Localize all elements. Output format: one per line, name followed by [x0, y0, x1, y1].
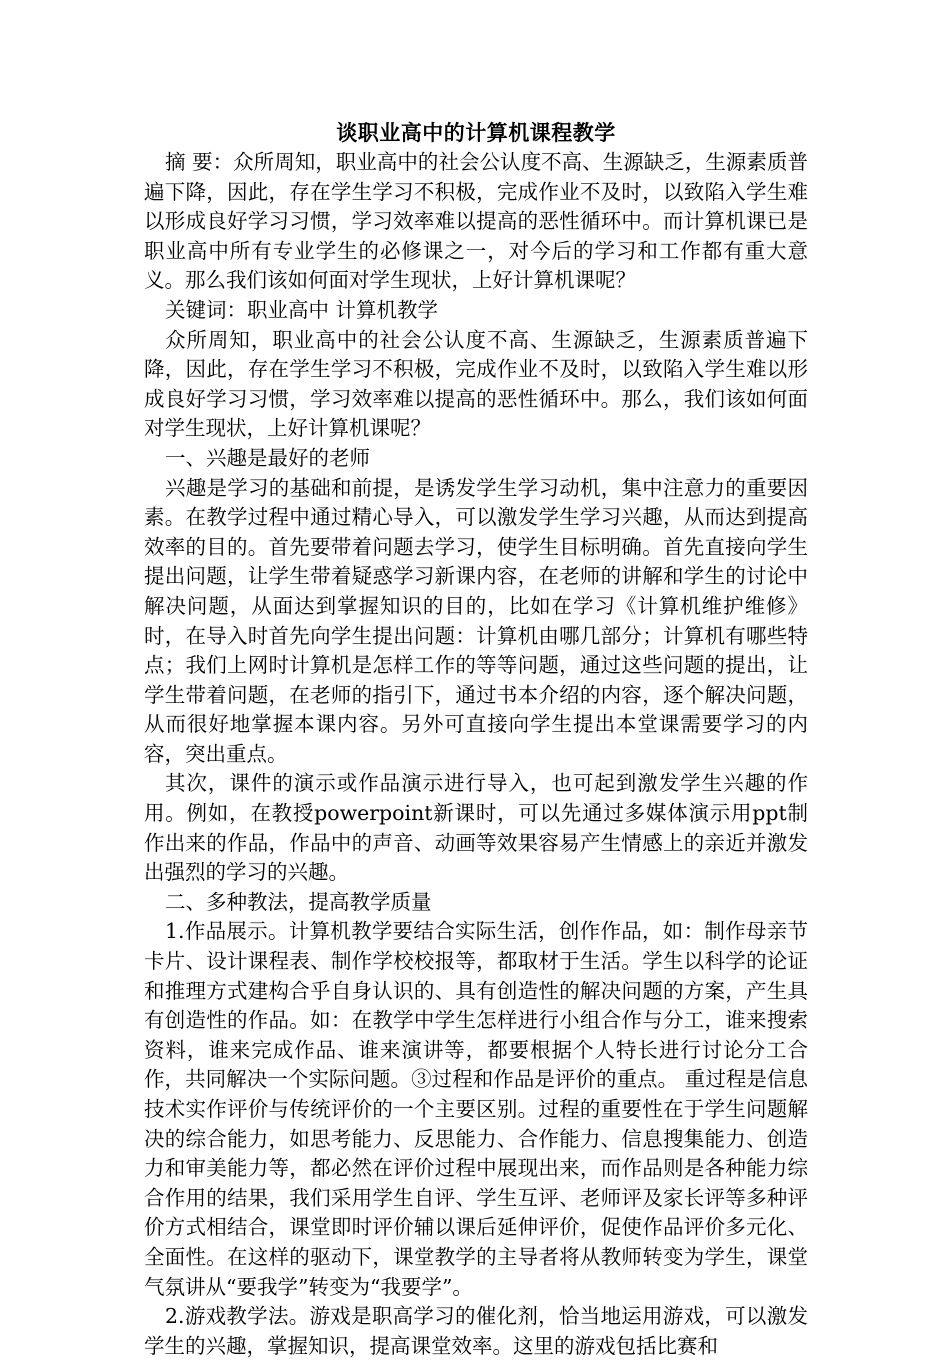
- intro-paragraph: 众所周知，职业高中的社会公认度不高、生源缺乏，生源素质普遍下降，因此，存在学生学习不积极，完成作业不及时，以致陷入学生难以形成良好学习习惯，学习效率难以提高的恶性循环中。那么，我们该如何面对学生现状，上好计算机课呢？: [144, 327, 808, 441]
- document-title: 谈职业高中的计算机课程教学: [336, 120, 616, 145]
- section-heading-2: 二、多种教法，提高教学质量: [165, 889, 432, 914]
- section-heading-1: 一、兴趣是最好的老师: [165, 445, 370, 470]
- document-page: [144, 118, 808, 1361]
- abstract-paragraph: 摘 要：众所周知，职业高中的社会公认度不高、生源缺乏，生源素质普遍下降，因此，存在学生学习不积极，完成作业不及时，以致陷入学生难以形成良好学习习惯，学习效率难以提高的恶性循环中。而计算机课已是职业高中所有专业学生的必修课之一，对今后的学习和工作都有重大意义。那么我们该如何面对学生现状，上好计算机课呢？: [144, 150, 808, 293]
- body-paragraph: 1.作品展示。计算机教学要结合实际生活，创作作品，如：制作母亲节卡片、设计课程表、制作学校校报等，都取材于生活。学生以科学的论证和推理方式建构合乎自身认识的、具有创造性的解决问题的方案，产生具有创造性的作品。如：在教学中学生怎样进行小组合作与分工，谁来搜索资料，谁来完成作品、谁来演讲等，都要根据个人特长进行讨论分工合作，共同解决一个实际问题。③过程和作品是评价的重点。 重过程是信息技术实作评价与传统评价的一个主要区别。过程的重要性在于学生问题解决的综合能力，如思考能力、反思能力、合作能力、信息搜集能力、创造力和审美能力等，都必然在评价过程中展现出来，而作品则是各种能力综合作用的结果，我们采用学生自评、学生互评、老师评及家长评等多种评价方式相结合，课堂即时评价辅以课后延伸评价，促使作品评价多元化、全面性。在这样的驱动下，课堂教学的主导者将从教师转变为学生，课堂气氛讲从“要我学”转变为“我要学”。: [144, 919, 808, 1299]
- body-paragraph: 2.游戏教学法。游戏是职高学习的催化剂，恰当地运用游戏，可以激发学生的兴趣，掌握知识，提高课堂效率。这里的游戏包括比赛和: [144, 1304, 808, 1358]
- body-paragraph: 兴趣是学习的基础和前提，是诱发学生学习动机，集中注意力的重要因素。在教学过程中通过精心导入，可以激发学生学习兴趣，从而达到提高效率的目的。首先要带着问题去学习，使学生目标明确。首先直接向学生提出问题，让学生带着疑惑学习新课内容，在老师的讲解和学生的讨论中解决问题，从面达到掌握知识的目的，比如在学习《计算机维护维修》时，在导入时首先向学生提出问题：计算机由哪几部分；计算机有哪些特点；我们上网时计算机是怎样工作的等等问题，通过这些问题的提出，让学生带着问题，在老师的指引下，通过书本介绍的内容，逐个解决问题，从而很好地掌握本课内容。另外可直接向学生提出本堂课需要学习的内容，突出重点。: [144, 475, 808, 766]
- body-paragraph: 其次，课件的演示或作品演示进行导入，也可起到激发学生兴趣的作用。例如，在教授powerpoint新课时，可以先通过多媒体演示用ppt制作出来的作品，作品中的声音、动画等效果容易产生情感上的亲近并激发出强烈的学习的兴趣。: [144, 771, 808, 885]
- keywords-paragraph: 关键词：职业高中 计算机教学: [165, 297, 439, 322]
